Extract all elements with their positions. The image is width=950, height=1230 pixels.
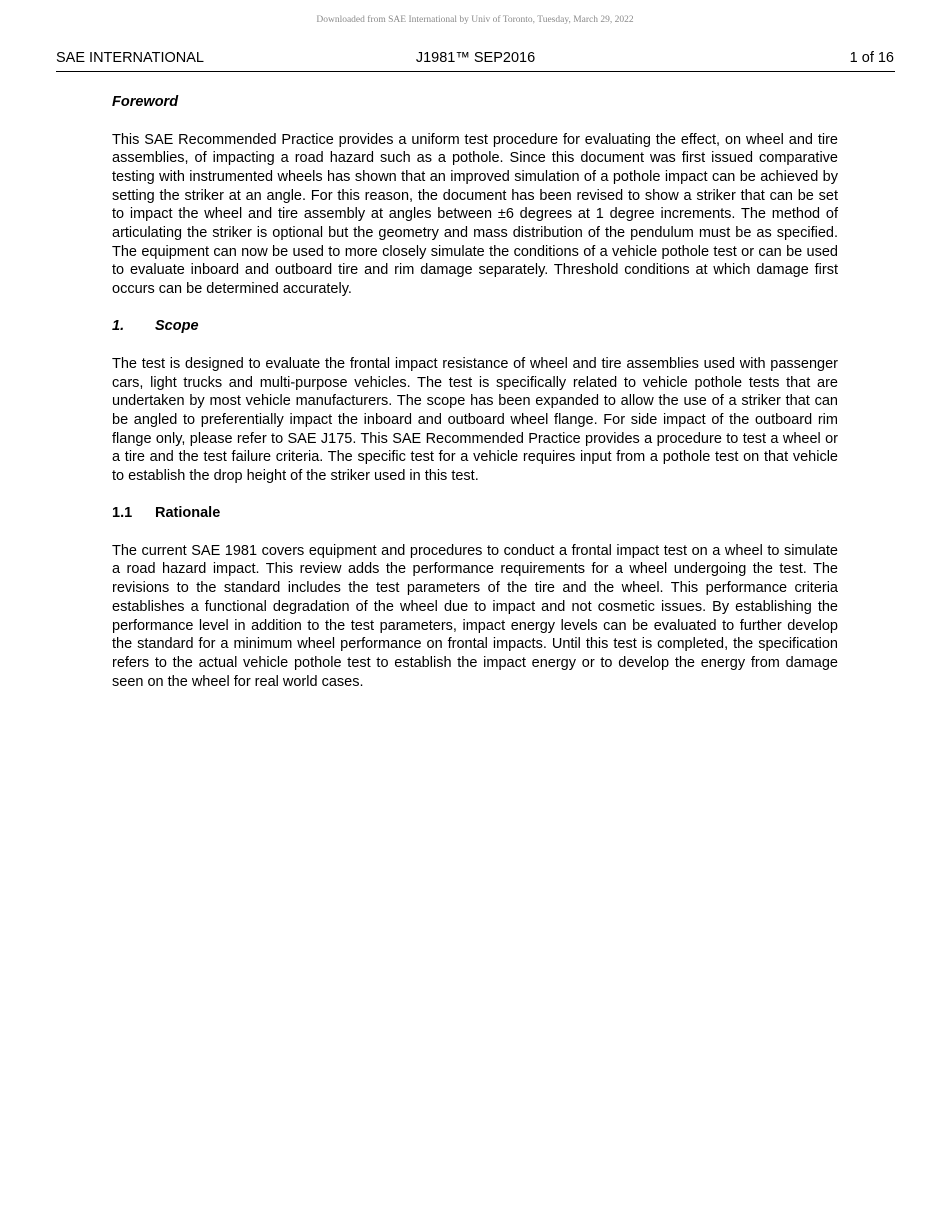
download-watermark: Downloaded from SAE International by Univ of Toronto, Tuesday, March 29, 2022 — [316, 15, 634, 25]
rationale-paragraph: The current SAE 1981 covers equipment and procedures to conduct a frontal impact test on a wheel to simulate a road hazard impact. This review adds the performance requirements for a wheel undergoing the test. The revisions to the standard includes the test parameters of the tire and the wheel. This performance criteria establishes a functional degradation of the wheel due to impact and not cosmetic issues. By establishing the performance level in addition to the test parameters, impact energy levels can be evaluated to further develop the standard for a minimum wheel performance on frontal impacts. Until this test is completed, the specification refers to the actual vehicle pothole test to establish the impact energy or to develop the energy from damage seen on the wheel for real world cases. — [112, 542, 838, 690]
scope-title: Scope — [155, 318, 199, 335]
rationale-number: 1.1 — [112, 505, 133, 522]
page-number: 1 of 16 — [849, 50, 894, 66]
rationale-title: Rationale — [155, 505, 221, 522]
document-id: J1981™ SEP2016 — [415, 50, 536, 66]
page-header — [56, 49, 895, 72]
publisher-name: SAE INTERNATIONAL — [56, 50, 204, 66]
foreword-title: Foreword — [112, 94, 179, 110]
scope-number: 1. — [112, 318, 125, 335]
foreword-paragraph: This SAE Recommended Practice provides a uniform test procedure for evaluating the effect, on wheel and tire assemblies, of impacting a road hazard such as a pothole. Since this document was first issued comparative testing with instrumented wheels has shown that an improved simulation of a pothole impact can be achieved by setting the striker at an angle. For this reason, the document has been revised to show a striker that can be set to impact the wheel and tire assembly at angles between ±6 degrees at 1 degree increments. The method of articulating the striker is optional but the geometry and mass distribution of the pendulum must be as specified. The equipment can now be used to more closely simulate the conditions of a vehicle pothole test or can be used to evaluate inboard and outboard tire and rim damage separately. Threshold conditions at which damage first occurs can be determined accurately. — [112, 131, 838, 298]
foreword-heading — [112, 93, 838, 112]
scope-heading — [112, 317, 838, 336]
rationale-heading — [112, 504, 838, 523]
scope-paragraph: The test is designed to evaluate the frontal impact resistance of wheel and tire assemblies used with passenger cars, light trucks and multi-purpose vehicles. The test is specifically related to vehicle pothole tests that are undertaken by most vehicle manufacturers. The scope has been expanded to allow the use of a striker that can be angled to preferentially impact the inboard and outboard wheel flange. For side impact of the outboard rim flange only, please refer to SAE J175. This SAE Recommended Practice provides a procedure to test a wheel or a tire and the test failure criteria. The specific test for a vehicle requires input from a pothole test on that vehicle to establish the drop height of the striker used in this test. — [112, 355, 838, 485]
document-body — [112, 93, 838, 710]
